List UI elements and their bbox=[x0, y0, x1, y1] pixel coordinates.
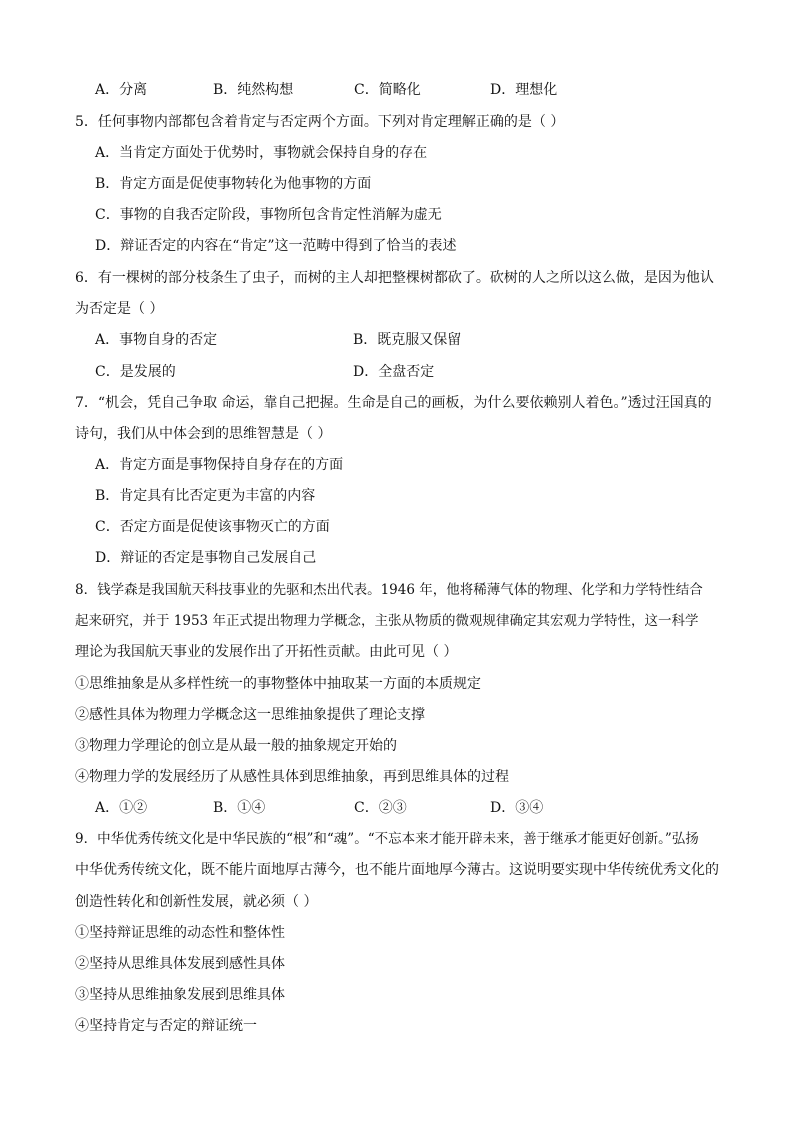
q6-stem-line2: 为否定是（ ） bbox=[75, 301, 164, 317]
q8-item-1: ①思维抽象是从多样性统一的事物整体中抽取某一方面的本质规定 bbox=[75, 676, 481, 692]
q9-stem-line3: 创造性转化和创新性发展，就必须（ ） bbox=[75, 894, 318, 910]
q7-stem-line2: 诗句，我们从中体会到的思维智慧是（ ） bbox=[75, 426, 332, 442]
q9-item-1: ①坚持辩证思维的动态性和整体性 bbox=[75, 925, 285, 941]
q5-option-a: A．当肯定方面处于优势时，事物就会保持自身的存在 bbox=[95, 145, 428, 161]
q7-option-c: C．否定方面是促使该事物灭亡的方面 bbox=[95, 519, 330, 535]
q6-option-d: D．全盘否定 bbox=[353, 364, 435, 380]
q9-stem-line1: 9．中华优秀传统文化是中华民族的“根”和“魂”。“不忘本来才能开辟未来，善于继承才能更好创新。”弘扬 bbox=[75, 831, 699, 847]
q5-option-d: D．辩证否定的内容在“肯定”这一范畴中得到了恰当的表述 bbox=[95, 238, 457, 254]
q5-stem: 5．任何事物内部都包含着肯定与否定两个方面。下列对肯定理解正确的是（ ） bbox=[75, 114, 565, 130]
q9-stem-line2: 中华优秀传统文化，既不能片面地厚古薄今，也不能片面地厚今薄古。这说明要实现中华传统优秀文化的 bbox=[75, 862, 719, 878]
q8-option-b: B．①④ bbox=[213, 800, 266, 816]
q4-option-c: C．简略化 bbox=[354, 82, 421, 98]
q8-item-2: ②感性具体为物理力学概念这一思维抽象提供了理论支撑 bbox=[75, 707, 425, 723]
q5-option-b: B．肯定方面是促使事物转化为他事物的方面 bbox=[95, 176, 372, 192]
q4-option-b: B．纯然构想 bbox=[213, 82, 294, 98]
q4-option-d: D．理想化 bbox=[490, 82, 558, 98]
q8-option-d: D．③④ bbox=[490, 800, 544, 816]
q8-option-a: A．①② bbox=[95, 800, 148, 816]
q8-stem-line1: 8．钱学森是我国航天科技事业的先驱和杰出代表。1946 年，他将稀薄气体的物理、化学和力学特性结合 bbox=[75, 582, 703, 598]
q9-item-3: ③坚持从思维抽象发展到思维具体 bbox=[75, 987, 285, 1003]
q8-stem-line2: 起来研究，并于 1953 年正式提出物理力学概念，主张从物质的微观规律确定其宏观力学特性，这一科学 bbox=[75, 613, 699, 629]
q7-option-b: B．肯定具有比否定更为丰富的内容 bbox=[95, 488, 316, 504]
q5-option-c: C．事物的自我否定阶段，事物所包含肯定性消解为虚无 bbox=[95, 207, 442, 223]
q8-stem-line3: 理论为我国航天事业的发展作出了开拓性贡献。由此可见（ ） bbox=[75, 644, 458, 660]
q9-item-2: ②坚持从思维具体发展到感性具体 bbox=[75, 956, 285, 972]
q4-option-a: A．分离 bbox=[95, 82, 148, 98]
q6-option-c: C．是发展的 bbox=[95, 364, 176, 380]
q8-option-c: C．②③ bbox=[354, 800, 407, 816]
q8-item-3: ③物理力学理论的创立是从最一般的抽象规定开始的 bbox=[75, 738, 397, 754]
q7-stem-line1: 7．“机会，凭自己争取 命运，靠自己把握。生命是自己的画板，为什么要依赖别人着色。”透过汪国真的 bbox=[75, 395, 712, 411]
q6-option-b: B．既克服又保留 bbox=[353, 332, 462, 348]
q6-option-a: A．事物自身的否定 bbox=[95, 332, 218, 348]
q8-item-4: ④物理力学的发展经历了从感性具体到思维抽象，再到思维具体的过程 bbox=[75, 769, 509, 785]
q6-stem-line1: 6．有一棵树的部分枝条生了虫子，而树的主人却把整棵树都砍了。砍树的人之所以这么做，是因为他认 bbox=[75, 270, 714, 286]
q9-item-4: ④坚持肯定与否定的辩证统一 bbox=[75, 1018, 257, 1034]
q7-option-d: D．辩证的否定是事物自己发展自己 bbox=[95, 550, 317, 566]
q7-option-a: A．肯定方面是事物保持自身存在的方面 bbox=[95, 457, 344, 473]
